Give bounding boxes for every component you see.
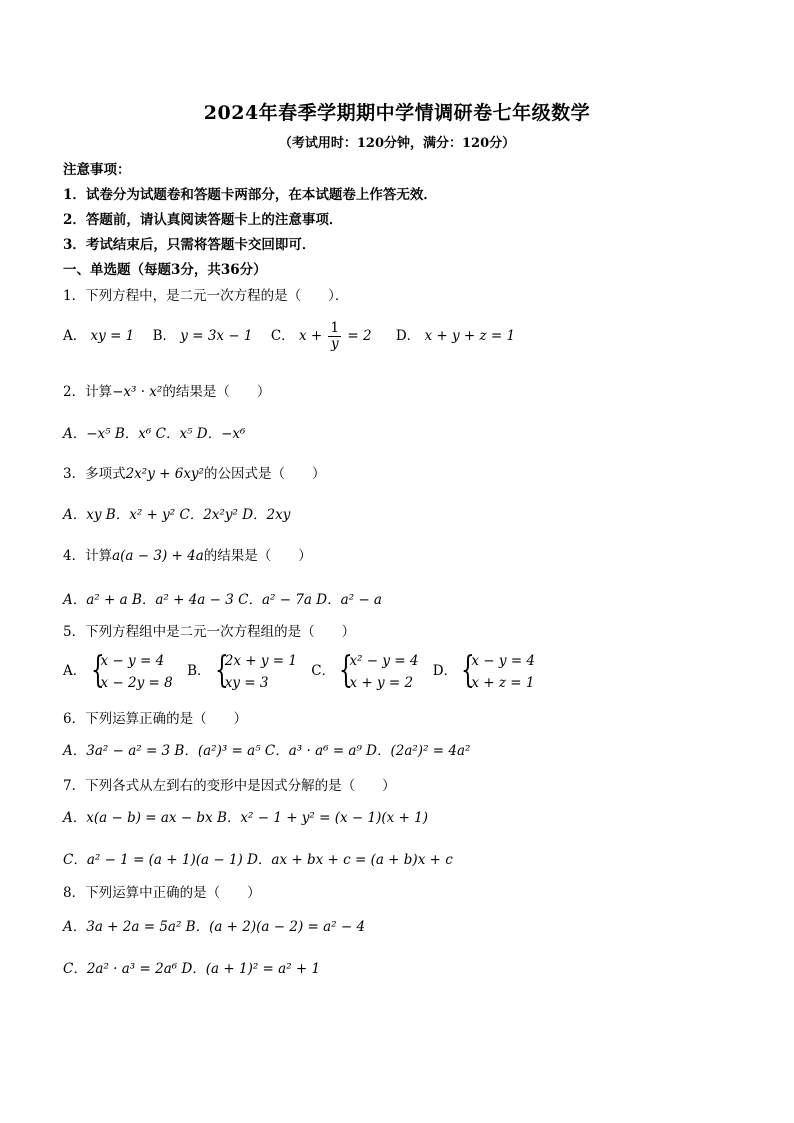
question-7-options-ab: A．x(a − b) = ax − bx B．x² − 1 + y² = (x − 1)(x + 1) — [63, 810, 428, 826]
equation: x + y = 2 — [349, 674, 414, 691]
option-d-label: D． — [395, 328, 421, 344]
option-a-label: A． — [63, 663, 87, 679]
note-item: 2．答题前，请认真阅读答题卡上的注意事项． — [63, 212, 343, 228]
equation: 2x + y = 1 — [224, 652, 297, 669]
numerator: 1 — [330, 320, 340, 336]
equation: x − 2y = 8 — [100, 674, 173, 691]
question-2-options: A．−x⁵ B．x⁶ C．x⁵ D．−x⁶ — [63, 426, 246, 442]
section-heading: 一、单选题（每题3分，共36分） — [63, 262, 267, 278]
question-4-options: A．a² + a B．a² + 4a − 3 C．a² − 7a D．a² − a — [63, 592, 382, 608]
stem-text: 的结果是（ ） — [203, 548, 312, 564]
page-title: 2024年春季学期期中学情调研卷七年级数学 — [203, 102, 591, 124]
denominator: y — [330, 336, 339, 352]
option-b-label: B． — [152, 328, 176, 344]
option-c-label: C． — [311, 663, 336, 679]
stem-text: 2．计算 — [63, 384, 113, 400]
question-2-stem — [63, 380, 270, 400]
equation: xy = 3 — [224, 674, 269, 691]
question-8-options-ab: A．3a + 2a = 5a² B．(a + 2)(a − 2) = a² − 4 — [63, 919, 366, 935]
option-b-label: B． — [187, 663, 211, 679]
option-c-pre: x + — [298, 328, 323, 344]
question-1-stem: 1．下列方程中，是二元一次方程的是（ ）． — [63, 288, 349, 304]
option-c-post: = 2 — [347, 328, 372, 344]
equation: x − y = 4 — [471, 652, 536, 669]
question-5-stem: 5．下列方程组中是二元一次方程组的是（ ） — [63, 624, 356, 640]
stem-text: 的结果是（ ） — [162, 384, 271, 400]
question-5-options — [63, 648, 535, 694]
question-8-stem: 8．下列运算中正确的是（ ） — [63, 885, 261, 901]
fraction — [328, 321, 341, 352]
option-c-label: C． — [270, 328, 295, 344]
stem-math: −x³ · x² — [112, 384, 163, 400]
question-6-stem: 6．下列运算正确的是（ ） — [63, 711, 248, 727]
equation-system-a — [91, 650, 173, 694]
equation-system-c — [339, 650, 418, 694]
equation: x² − y = 4 — [349, 652, 419, 669]
note-item: 1．试卷分为试题卷和答题卡两部分，在本试题卷上作答无效． — [63, 187, 437, 203]
stem-math: 2x²y + 6xy² — [125, 466, 204, 482]
equation-system-d — [461, 650, 535, 694]
brace-icon: { — [461, 649, 476, 691]
brace-icon: { — [214, 649, 229, 691]
equation: x + z = 1 — [471, 674, 535, 691]
exam-info: （考试用时：120分钟，满分：120分） — [278, 136, 516, 151]
question-7-options-cd: C．a² − 1 = (a + 1)(a − 1) D．ax + bx + c = (a + b)x + c — [63, 852, 453, 868]
notes-heading: 注意事项： — [63, 162, 131, 178]
question-1-options — [63, 316, 515, 356]
question-6-options: A．3a² − a² = 3 B．(a²)³ = a⁵ C．a³ · a⁶ = a⁹ D．(2a²)² = 4a² — [63, 743, 471, 759]
brace-icon: { — [339, 649, 354, 691]
stem-text: 3．多项式 — [63, 466, 126, 482]
option-d: x + y + z = 1 — [424, 328, 516, 344]
stem-text: 4．计算 — [63, 548, 113, 564]
question-3-options: A．xy B．x² + y² C．2x²y² D．2xy — [63, 507, 291, 523]
option-a: xy = 1 — [90, 328, 135, 344]
brace-icon: { — [90, 649, 105, 691]
question-4-stem — [63, 544, 312, 564]
option-a-label: A． — [63, 328, 87, 344]
question-3-stem — [63, 462, 325, 482]
option-d-label: D． — [432, 663, 458, 679]
stem-text: 的公因式是（ ） — [203, 466, 326, 482]
question-8-options-cd: C．2a² · a³ = 2a⁶ D．(a + 1)² = a² + 1 — [63, 961, 321, 977]
equation: x − y = 4 — [100, 652, 165, 669]
stem-math: a(a − 3) + 4a — [112, 548, 204, 564]
option-b: y = 3x − 1 — [180, 328, 253, 344]
equation-system-b — [215, 650, 297, 694]
note-item: 3．考试结束后，只需将答题卡交回即可． — [63, 237, 316, 253]
question-7-stem: 7．下列各式从左到右的变形中是因式分解的是（ ） — [63, 778, 396, 794]
